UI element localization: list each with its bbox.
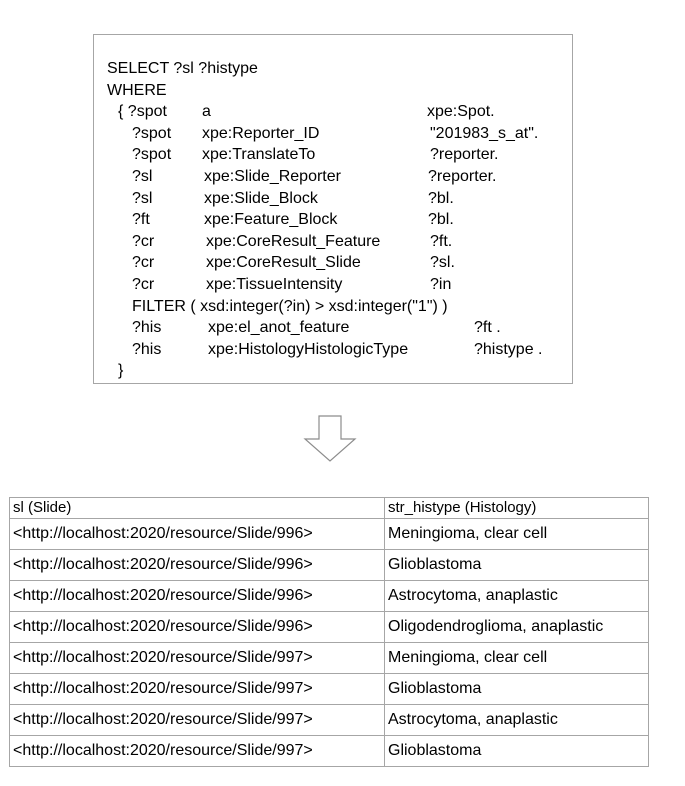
query-line-7-part-3: ?bl. (428, 189, 454, 207)
histology-type-cell: Astrocytoma, anaplastic (385, 705, 649, 736)
query-line-10-part-2: xpe:CoreResult_Slide (206, 254, 361, 272)
slide-uri-cell: <http://localhost:2020/resource/Slide/997> (10, 705, 385, 736)
query-line-9-part-3: ?ft. (430, 232, 453, 250)
query-line-6-part-3: ?reporter. (428, 168, 497, 185)
query-line-9-part-2: xpe:CoreResult_Feature (206, 232, 381, 250)
table-row (10, 612, 649, 643)
query-line-15-part-1: } (118, 362, 124, 380)
query-line-11-part-2: xpe:TissueIntensity (206, 276, 343, 293)
query-line-11-part-3: ?in (430, 276, 452, 293)
query-line-10-part-3: ?sl. (430, 254, 455, 272)
down-arrow-icon (303, 415, 357, 463)
query-line-3-part-3: xpe:Spot. (427, 103, 495, 121)
table-row (10, 705, 649, 736)
query-line-7-part-2: xpe:Slide_Block (204, 189, 318, 207)
query-line-4-part-2: xpe:Reporter_ID (202, 124, 320, 142)
slide-uri-cell: <http://localhost:2020/resource/Slide/996> (10, 612, 385, 643)
table-header-row (10, 498, 649, 519)
query-line-14-part-2: xpe:HistologyHistologicType (208, 340, 409, 358)
query-line-8-part-3: ?bl. (428, 211, 454, 229)
histology-type-cell: Astrocytoma, anaplastic (385, 581, 649, 612)
sparql-query-box (93, 34, 573, 384)
table-row (10, 519, 649, 550)
query-line-7-part-1: ?sl (132, 189, 153, 207)
table-row (10, 550, 649, 581)
table-row (10, 581, 649, 612)
query-line-14-part-3: ?histype . (474, 340, 543, 358)
query-line-1-part-1: SELECT ?sl ?histype (107, 60, 258, 77)
table-row (10, 736, 649, 767)
histology-type-cell: Meningioma, clear cell (385, 519, 649, 550)
column-header-slide: sl (Slide) (10, 498, 385, 519)
slide-uri-cell: <http://localhost:2020/resource/Slide/997> (10, 643, 385, 674)
histology-type-cell: Glioblastoma (385, 736, 649, 767)
query-line-13-part-2: xpe:el_anot_feature (208, 319, 350, 337)
table-row (10, 674, 649, 705)
histology-type-cell: Glioblastoma (385, 550, 649, 581)
histology-type-cell: Meningioma, clear cell (385, 643, 649, 674)
query-line-5-part-3: ?reporter. (430, 146, 499, 164)
query-line-5-part-1: ?spot (132, 146, 172, 164)
column-header-histology: str_histype (Histology) (385, 498, 649, 519)
query-line-13-part-3: ?ft . (474, 319, 501, 337)
query-line-13-part-1: ?his (132, 319, 162, 337)
query-line-11-part-1: ?cr (132, 276, 155, 293)
query-line-4-part-1: ?spot (132, 124, 172, 142)
query-line-3-part-1: { ?spot (118, 103, 167, 121)
query-line-5-part-2: xpe:TranslateTo (202, 146, 316, 164)
query-line-8-part-2: xpe:Feature_Block (204, 211, 338, 229)
query-line-8-part-1: ?ft (132, 211, 150, 229)
query-line-9-part-1: ?cr (132, 232, 155, 250)
query-line-14-part-1: ?his (132, 340, 162, 358)
query-line-10-part-1: ?cr (132, 254, 155, 272)
histology-type-cell: Glioblastoma (385, 674, 649, 705)
slide-uri-cell: <http://localhost:2020/resource/Slide/997> (10, 736, 385, 767)
query-line-2-part-1: WHERE (107, 81, 167, 99)
table-row (10, 643, 649, 674)
slide-uri-cell: <http://localhost:2020/resource/Slide/996> (10, 550, 385, 581)
slide-uri-cell: <http://localhost:2020/resource/Slide/996> (10, 581, 385, 612)
query-line-4-part-3: "201983_s_at". (430, 124, 539, 142)
query-line-6-part-2: xpe:Slide_Reporter (204, 168, 341, 185)
slide-uri-cell: <http://localhost:2020/resource/Slide/997> (10, 674, 385, 705)
query-result-table (9, 497, 649, 767)
query-line-12-part-1: FILTER ( xsd:integer(?in) > xsd:integer("1") ) (132, 297, 448, 315)
query-line-6-part-1: ?sl (132, 168, 153, 185)
slide-uri-cell: <http://localhost:2020/resource/Slide/996> (10, 519, 385, 550)
histology-type-cell: Oligodendroglioma, anaplastic (385, 612, 649, 643)
query-line-3-part-2: a (202, 103, 211, 121)
